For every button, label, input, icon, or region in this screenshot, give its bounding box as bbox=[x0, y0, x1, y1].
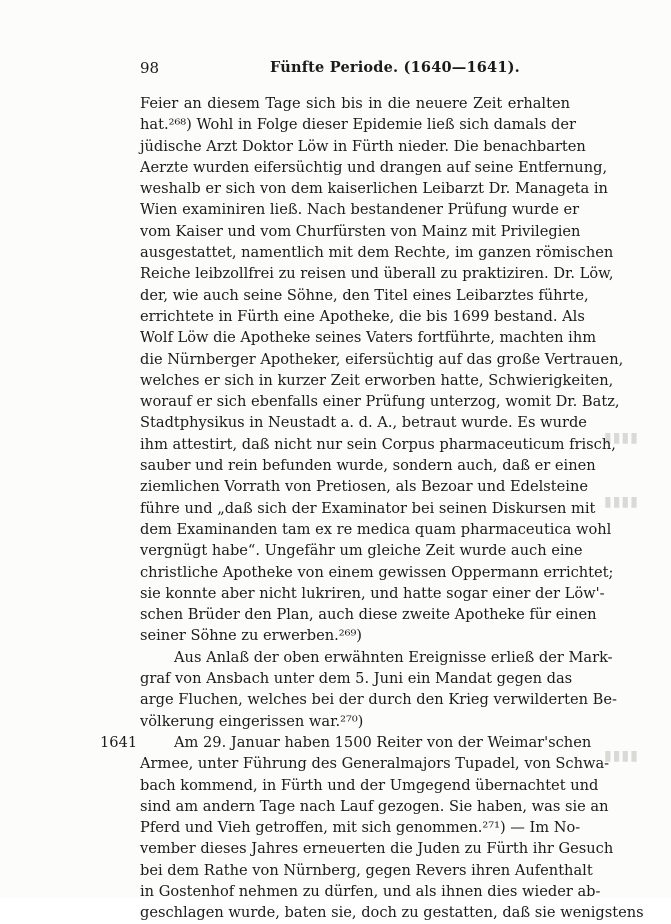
text-line bbox=[140, 881, 601, 902]
text-line bbox=[140, 498, 596, 519]
text-line bbox=[140, 711, 570, 732]
text-line bbox=[140, 817, 581, 838]
text-line bbox=[140, 838, 614, 859]
text-line-content: Armee, unter Führung des Generalmajors Tupadel, von Schwa- bbox=[140, 755, 610, 773]
text-line-content: worauf er sich ebenfalls einer Prüfung unterzog, womit Dr. Batz, bbox=[140, 393, 620, 411]
text-line-content: sind am andern Tage nach Lauf gezogen. Sie haben, was sie an bbox=[140, 797, 609, 815]
text-line bbox=[140, 157, 608, 178]
text-line-content: schen Brüder den Plan, auch diese zweite Apotheke für einen bbox=[140, 606, 597, 624]
text-line-content: errichtete in Fürth eine Apotheke, die bis 1699 bestand. Als bbox=[140, 307, 585, 325]
text-line-content: völkerung eingerissen war.²⁷⁰) bbox=[140, 712, 364, 730]
text-line-content: ihm attestirt, daß nicht nur sein Corpus pharmaceuticum frisch, bbox=[140, 435, 616, 453]
text-line bbox=[140, 242, 614, 263]
text-line-content: bei dem Rathe von Nürnberg, gegen Revers ihren Aufenthalt bbox=[140, 861, 593, 879]
bleed-through-mark: ▮▮▮▮ bbox=[604, 430, 639, 446]
bleed-through-mark: ▮▮▮▮ bbox=[604, 748, 639, 764]
text-line-content: vember dieses Jahres erneuerten die Juden zu Fürth ihr Gesuch bbox=[140, 840, 614, 858]
body-text bbox=[100, 93, 644, 924]
text-line bbox=[140, 114, 576, 135]
text-line bbox=[100, 732, 592, 753]
text-line-content: bach kommend, in Fürth und der Umgegend übernachtet und bbox=[140, 776, 599, 794]
text-line-content: vom Kaiser und vom Churfürsten von Mainz mit Privilegien bbox=[140, 222, 581, 240]
text-line bbox=[140, 668, 573, 689]
text-line bbox=[140, 625, 570, 646]
text-line-content: die Nürnberger Apotheker, eifersüchtig auf das große Vertrauen, bbox=[140, 350, 624, 368]
text-line bbox=[140, 775, 599, 796]
text-line-content: weshalb er sich von dem kaiserlichen Leibarzt Dr. Manageta in bbox=[140, 180, 608, 198]
text-line-content: Reiche leibzollfrei zu reisen und überall zu praktiziren. Dr. Löw, bbox=[140, 265, 614, 283]
text-line bbox=[140, 860, 593, 881]
page-number: 98 bbox=[140, 59, 160, 77]
text-line-content: arge Fluchen, welches bei der durch den Krieg verwilderten Be- bbox=[140, 691, 617, 709]
bleed-through-mark: ▮▮▮▮ bbox=[604, 494, 639, 510]
text-line bbox=[140, 455, 596, 476]
text-line bbox=[140, 647, 613, 668]
text-line bbox=[140, 604, 597, 625]
text-line bbox=[140, 178, 608, 199]
text-line-content: sauber und rein befunden wurde, sondern auch, daß er einen bbox=[140, 457, 596, 475]
text-line bbox=[140, 562, 614, 583]
text-line bbox=[140, 796, 609, 817]
text-line-content: Pferd und Vieh getroffen, mit sich genommen.²⁷¹) — Im No- bbox=[140, 819, 581, 837]
text-line-content: geschlagen wurde, baten sie, doch zu gestatten, daß sie wenigstens bbox=[140, 904, 644, 922]
text-line bbox=[140, 540, 583, 561]
text-line bbox=[140, 902, 644, 923]
text-line-content: in Gostenhof nehmen zu dürfen, und als ihnen dies wieder ab- bbox=[140, 882, 601, 900]
text-line-content: Am 29. Januar haben 1500 Reiter von der Weimar'schen bbox=[174, 733, 592, 751]
text-line-content: christliche Apotheke von einem gewissen Oppermann errichtet; bbox=[140, 563, 614, 581]
text-line-content: Wolf Löw die Apotheke seines Vaters fortführte, machten ihm bbox=[140, 329, 597, 347]
text-line bbox=[140, 583, 605, 604]
margin-year: 1641 bbox=[100, 733, 138, 751]
running-head: Fünfte Periode. (1640—1641). bbox=[270, 59, 520, 76]
text-line-content: vergnügt habe“. Ungefähr um gleiche Zeit wurde auch eine bbox=[140, 542, 583, 560]
text-line bbox=[140, 753, 610, 774]
text-line bbox=[140, 689, 617, 710]
text-line bbox=[140, 476, 588, 497]
text-line-content: der, wie auch seine Söhne, den Titel eines Leibarztes führte, bbox=[140, 286, 589, 304]
page-header bbox=[140, 59, 570, 81]
text-line-content: Aus Anlaß der oben erwähnten Ereignisse erließ der Mark- bbox=[174, 648, 613, 666]
text-line-content: hat.²⁶⁸) Wohl in Folge dieser Epidemie ließ sich damals der bbox=[140, 116, 576, 134]
text-line-content: Stadtphysikus in Neustadt a. d. A., betraut wurde. Es wurde bbox=[140, 414, 587, 432]
text-line bbox=[140, 199, 580, 220]
text-line bbox=[140, 93, 570, 114]
text-line bbox=[140, 136, 586, 157]
text-line bbox=[140, 221, 581, 242]
text-line bbox=[140, 412, 587, 433]
text-line-content: ziemlichen Vorrath von Pretiosen, als Bezoar und Edelsteine bbox=[140, 478, 588, 496]
text-line bbox=[140, 391, 620, 412]
text-line-content: jüdische Arzt Doktor Löw in Fürth nieder. Die benachbarten bbox=[140, 137, 586, 155]
text-line bbox=[140, 306, 585, 327]
text-line-content: welches er sich in kurzer Zeit erworben hatte, Schwierigkeiten, bbox=[140, 371, 614, 389]
text-line-content: Wien examiniren ließ. Nach bestandener Prüfung wurde er bbox=[140, 201, 580, 219]
text-line-content: sie konnte aber nicht lukriren, und hatte sogar einer der Löw'- bbox=[140, 584, 605, 602]
text-line-content: führe und „daß sich der Examinator bei seinen Diskursen mit bbox=[140, 499, 596, 517]
text-line bbox=[140, 519, 612, 540]
text-line bbox=[140, 434, 616, 455]
text-line bbox=[140, 370, 614, 391]
text-line bbox=[140, 349, 624, 370]
text-line-content: dem Examinanden tam ex re medica quam pharmaceutica wohl bbox=[140, 520, 612, 538]
text-line-content: graf von Ansbach unter dem 5. Juni ein Mandat gegen das bbox=[140, 670, 573, 688]
text-line bbox=[140, 263, 614, 284]
text-line-content: ausgestattet, namentlich mit dem Rechte, im ganzen römischen bbox=[140, 244, 614, 262]
text-line-content: Aerzte wurden eifersüchtig und drangen auf seine Entfernung, bbox=[140, 158, 608, 176]
text-line bbox=[140, 285, 589, 306]
text-line-content: Feier an diesem Tage sich bis in die neuere Zeit erhalten bbox=[140, 95, 570, 112]
text-line-content: seiner Söhne zu erwerben.²⁶⁹) bbox=[140, 627, 363, 645]
text-line bbox=[140, 327, 597, 348]
